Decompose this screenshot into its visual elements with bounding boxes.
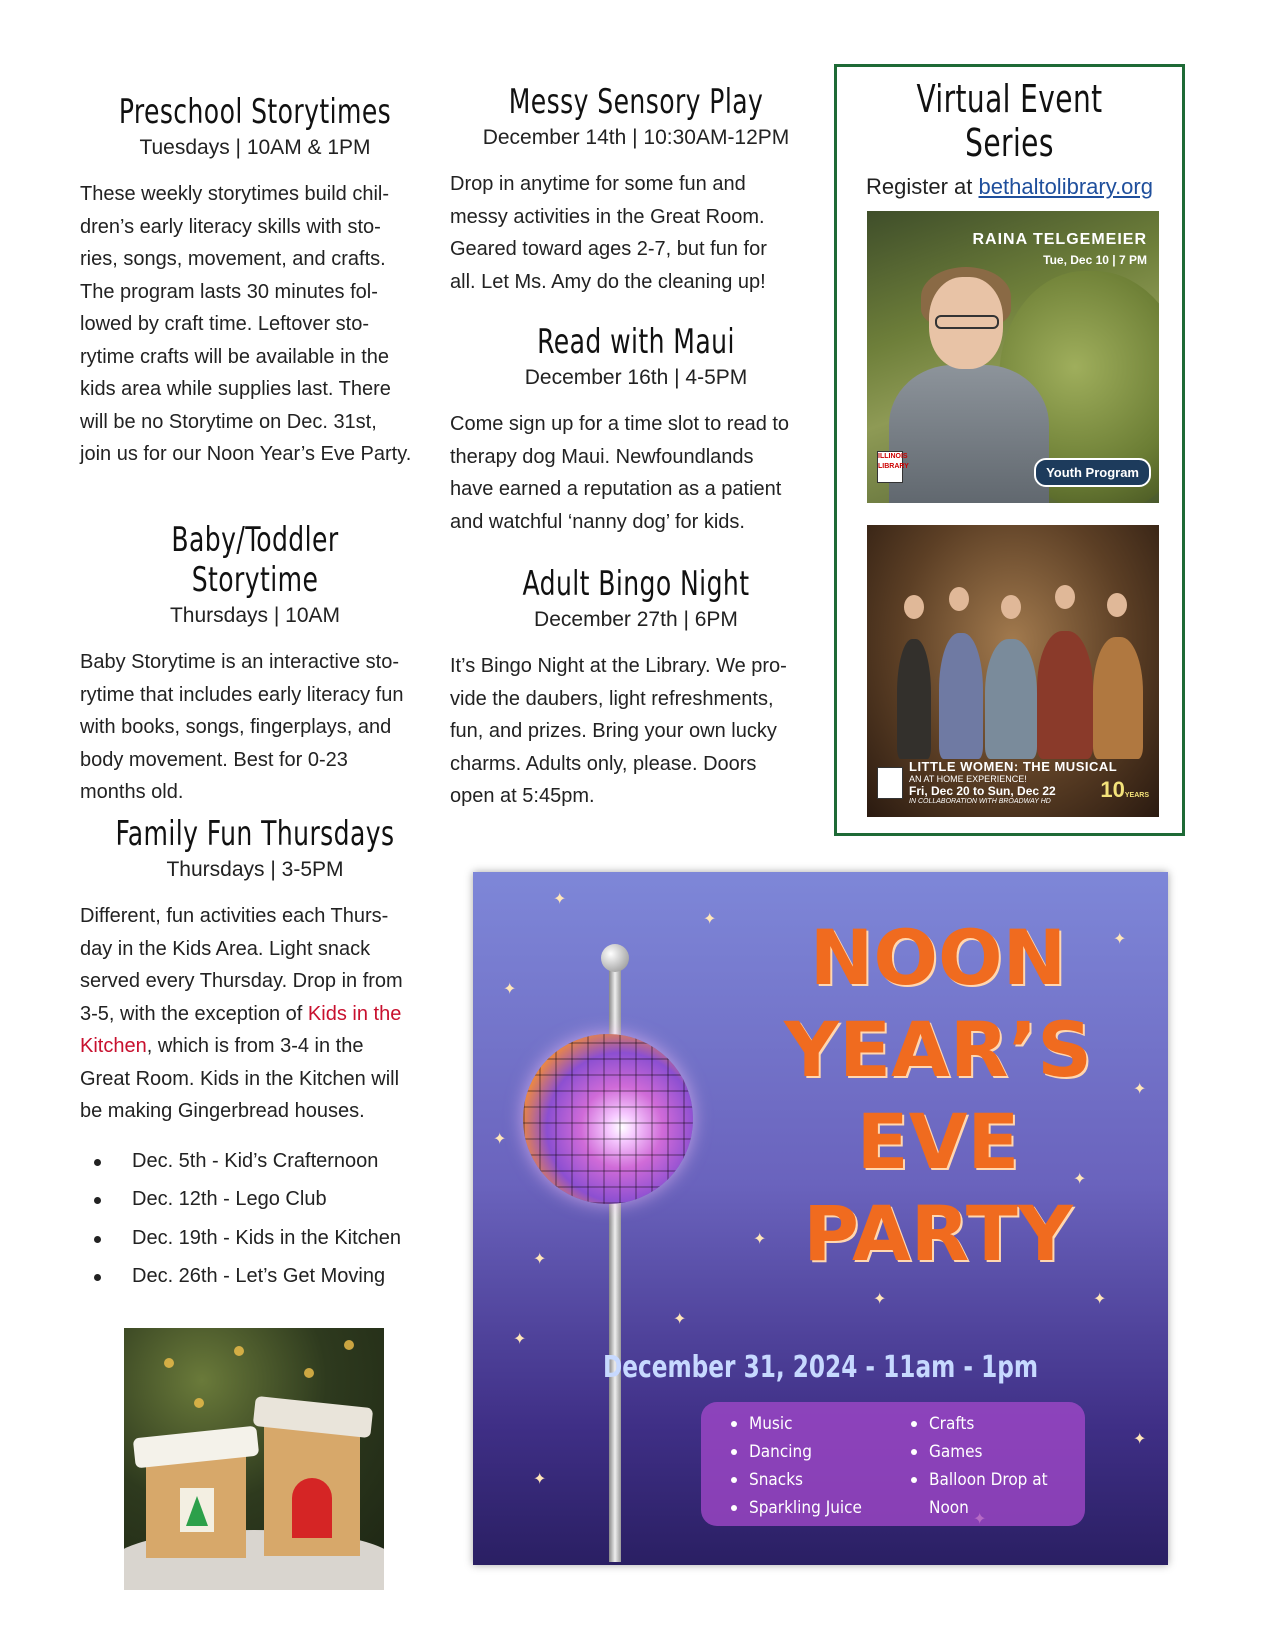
maui-section: [450, 322, 822, 538]
noon-activities: Music Dancing Snacks Sparkling Juice Crafts Games Balloon Drop at Noon: [701, 1402, 1085, 1526]
preschool-section: [80, 92, 430, 471]
messy-desc: Drop in anytime for some fun and messy activities in the Great Room. Geared toward ages 2-7, but fun for all. Let Ms. Amy do the cleaning up!: [450, 173, 767, 293]
little-women-collab: IN COLLABORATION WITH BROADWAY HD: [909, 798, 1051, 805]
youth-program-badge: Youth Program: [1034, 458, 1151, 487]
family-when: Thursdays | 3-5PM: [166, 858, 344, 881]
raina-date: Tue, Dec 10 | 7 PM: [1043, 253, 1147, 267]
bingo-when: December 27th | 6PM: [534, 608, 738, 631]
little-women-sub: AN AT HOME EXPERIENCE!: [909, 774, 1027, 784]
list-item: Dec. 26th - Let’s Get Moving: [80, 1257, 430, 1296]
noon-years-eve-poster: ✦ ✦ ✦ ✦ ✦ ✦ ✦ ✦ ✦ ✦ ✦ ✦ ✦ ✦ ✦ NOON YEAR’S EVE PARTY December 31, 2024 - 11am - 1pm Music Dancing Snacks Sparkling Juice Crafts Games Balloon Drop at Noon: [473, 872, 1168, 1565]
kids-kitchen-link[interactable]: Kids in the Kitchen: [80, 1002, 402, 1057]
virtual-title: Virtual Event Series: [916, 77, 1103, 165]
library-website-link[interactable]: bethaltolibrary.org: [978, 174, 1153, 199]
messy-section: [450, 82, 822, 298]
baby-when: Thursdays | 10AM: [169, 604, 341, 627]
little-women-dates: Fri, Dec 20 to Sun, Dec 22: [909, 784, 1056, 798]
illinois-library-logo-2: [877, 767, 903, 799]
disco-ball-icon: [523, 1034, 693, 1204]
baby-desc: Baby Storytime is an interactive sto- rytime that includes early literacy fun with books, songs, fingerplays, and body movement. Best for 0-23 months old.: [80, 651, 404, 803]
raina-name: RAINA TELGEMEIER: [972, 231, 1147, 248]
family-title: Family Fun Thursdays: [115, 814, 395, 854]
messy-when: December 14th | 10:30AM-12PM: [482, 126, 790, 149]
bingo-section: [450, 564, 822, 813]
virtual-event-box: [834, 64, 1185, 836]
family-schedule-list: [80, 1142, 430, 1296]
family-section: [80, 814, 430, 1296]
preschool-when: Tuesdays | 10AM & 1PM: [139, 136, 371, 159]
messy-title: Messy Sensory Play: [508, 82, 764, 122]
list-item: Dec. 19th - Kids in the Kitchen: [80, 1219, 430, 1258]
noon-title: NOON YEAR’S EVE PARTY: [784, 913, 1092, 1278]
bingo-desc: It’s Bingo Night at the Library. We pro- vide the daubers, light refreshments, fun, and prizes. Bring your own lucky charms. Adults only, please. Doors open at 5:45pm.: [450, 655, 787, 807]
little-women-title: LITTLE WOMEN: THE MUSICAL: [909, 759, 1118, 774]
maui-title: Read with Maui: [537, 322, 735, 362]
list-item: Dec. 5th - Kid’s Crafternoon: [80, 1142, 430, 1181]
preschool-desc: These weekly storytimes build chil- dren’s early literacy skills with sto- ries, songs, movement, and crafts. The program lasts 30 minutes fol- lowed by craft time. Leftover sto- rytime crafts will be available in the kids area while supplies last. There will be no Storytime on Dec. 31st, join us for our Noon Year’s Eve Party.: [80, 183, 412, 465]
preschool-title: Preschool Storytimes: [118, 92, 392, 132]
list-item: Dec. 12th - Lego Club: [80, 1180, 430, 1219]
raina-telgemeier-poster[interactable]: [867, 211, 1159, 503]
illinois-library-logo: ILLINOIS LIBRARY: [877, 451, 903, 483]
noon-date: December 31, 2024 - 11am - 1pm: [602, 1350, 1039, 1385]
baby-title: Baby/Toddler Storytime: [171, 520, 339, 600]
little-women-poster[interactable]: [867, 525, 1159, 817]
maui-when: December 16th | 4-5PM: [524, 366, 748, 389]
gingerbread-houses-photo: [124, 1328, 384, 1590]
baby-section: [80, 520, 430, 809]
ten-years-badge: 10YEARS: [1100, 777, 1149, 802]
maui-desc: Come sign up for a time slot to read to therapy dog Maui. Newfoundlands have earned a reputation as a patient and watchful ‘nanny dog’ for kids.: [450, 413, 790, 533]
bingo-title: Adult Bingo Night: [522, 564, 750, 604]
family-desc: Different, fun activities each Thurs- day in the Kids Area. Light snack served every Thursday. Drop in from 3-5, with the exception of Kids in the Kitchen, which is from 3-4 in the Great Room. Kids in the Kitchen will be making Gingerbread houses.: [80, 905, 403, 1122]
virtual-register-text: Register at bethaltolibrary.org: [866, 174, 1153, 199]
